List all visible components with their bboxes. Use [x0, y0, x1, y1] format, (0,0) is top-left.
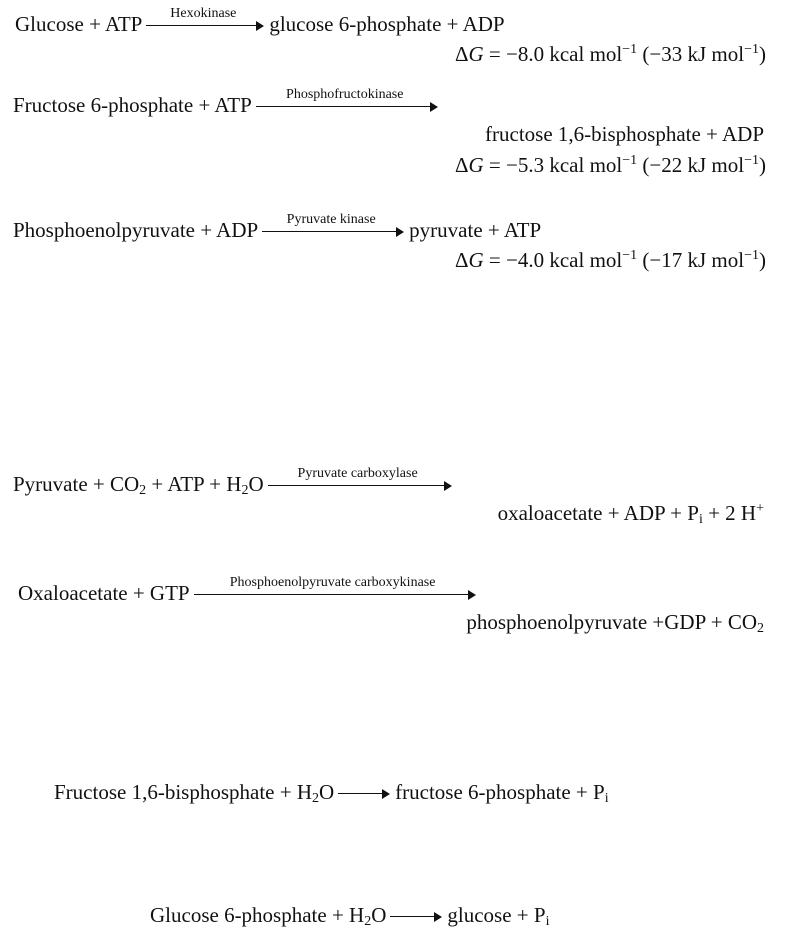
reaction-hexokinase [15, 6, 505, 36]
enzyme-label: Pyruvate kinase [286, 212, 376, 228]
reactants: Pyruvate + $CO_2$ + ATP + $H_2O$ [13, 472, 264, 498]
reaction-arrow [338, 788, 390, 800]
delta-g-hexokinase: ΔG = −8.0 kcal mol$^{-1}$ (−33 kJ mol$^{-1}$) [454, 42, 766, 66]
reaction-glucose-phosphatase [150, 903, 549, 927]
products-pep-carboxykinase: phosphoenolpyruvate $+GDP + CO_2$ [466, 610, 764, 636]
products: glucose 6-phosphate + ADP [269, 12, 505, 36]
reaction-arrow [268, 466, 452, 492]
reaction-arrow [262, 212, 404, 238]
enzyme-label: Phosphoenolpyruvate carboxykinase [229, 575, 436, 591]
products: fructose 6-phosphate + $P_i$ [395, 780, 609, 806]
enzyme-label: Hexokinase [170, 6, 237, 22]
arrow-head-icon [468, 590, 476, 600]
products: pyruvate + ATP [409, 218, 542, 242]
arrow-head-icon [430, 102, 438, 112]
reaction-pyruvate-carboxylase [13, 466, 457, 498]
arrow-head-icon [444, 481, 452, 491]
arrow-head-icon [396, 227, 404, 237]
reaction-pep-carboxykinase [18, 575, 481, 605]
reaction-phosphofructokinase [13, 87, 443, 117]
reactants: Glucose 6-phosphate + $H_2O$ [150, 903, 387, 929]
arrow-head-icon [256, 21, 264, 31]
reaction-arrow [146, 6, 264, 32]
reaction-arrow [194, 575, 476, 601]
arrow-head-icon [434, 912, 442, 922]
reaction-arrow [256, 87, 438, 113]
reactants: Glucose + ATP [15, 12, 143, 36]
arrow-head-icon [382, 789, 390, 799]
reactants: Phosphoenolpyruvate + ADP [13, 218, 259, 242]
enzyme-label: Phosphofructokinase [286, 87, 404, 103]
products-phosphofructokinase: fructose 1,6-bisphosphate + ADP [485, 122, 764, 146]
reactants: Fructose 1,6-bisphosphate + $H_2O$ [54, 780, 335, 806]
reaction-fructose-bisphosphatase [54, 780, 609, 804]
reaction-arrow [390, 911, 442, 923]
delta-g-pyruvate-kinase: ΔG = −4.0 kcal mol$^{-1}$ (−17 kJ mol$^{-1}$) [454, 248, 766, 272]
reaction-pyruvate-kinase [13, 212, 542, 242]
products: $glucose + P_i$ [447, 903, 550, 929]
delta-g-phosphofructokinase: ΔG = −5.3 kcal mol$^{-1}$ (−22 kJ mol$^{-1}$) [454, 153, 766, 177]
enzyme-label: Pyruvate carboxylase [297, 466, 418, 482]
products-pyruvate-carboxylase: oxaloacetate + ADP + $P_i + 2$ H+ [497, 501, 764, 527]
reactants: Fructose 6-phosphate + ATP [13, 93, 252, 117]
reactants: Oxaloacetate + GTP [18, 581, 190, 605]
